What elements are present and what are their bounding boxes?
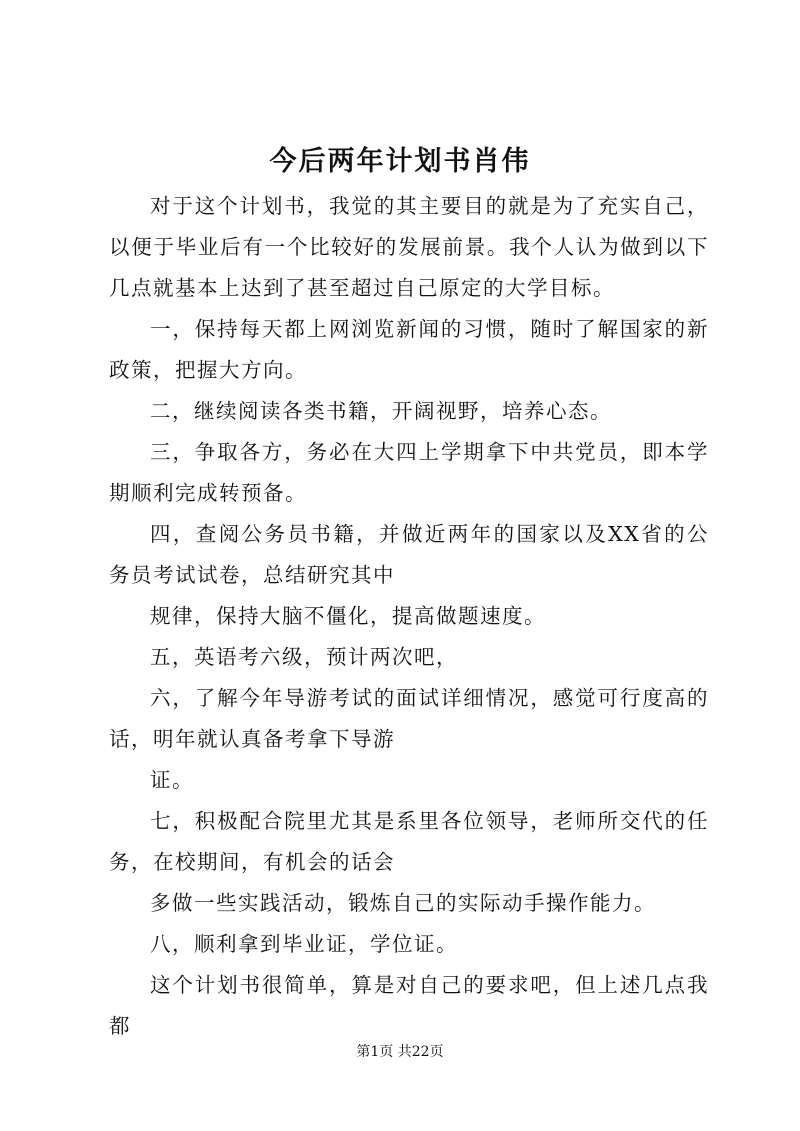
document-body: [109, 186, 709, 1047]
paragraph-item-1: 一，保持每天都上网浏览新闻的习惯，随时了解国家的新政策，把握大方向。: [109, 317, 709, 382]
paragraph-item-5: 五，英语考六级，预计两次吧，: [150, 645, 458, 669]
paragraph-item-7-continued: 多做一些实践活动，锻炼自己的实际动手操作能力。: [150, 891, 656, 915]
paragraph-conclusion: 这个计划书很简单，算是对自己的要求吧，但上述几点我都: [109, 973, 709, 1038]
page-number-footer: 第1页 共22页: [356, 1044, 444, 1060]
paragraph-item-4: 四，查阅公务员书籍，并做近两年的国家以及XX省的公务员考试试卷，总结研究其中: [109, 522, 709, 587]
paragraph-item-6: 六，了解今年导游考试的面试详细情况，感觉可行度高的话，明年就认真备考拿下导游: [109, 686, 709, 751]
paragraph-intro: 对于这个计划书，我觉的其主要目的就是为了充实自己，以便于毕业后有一个比较好的发展前景。我个人认为做到以下几点就基本上达到了甚至超过自己原定的大学目标。: [109, 194, 709, 300]
document-title: 今后两年计划书肖伟: [269, 146, 531, 177]
paragraph-item-3: 三，争取各方，务必在大四上学期拿下中共党员，即本学期顺利完成转预备。: [109, 440, 709, 505]
paragraph-item-6-continued: 证。: [150, 768, 194, 792]
paragraph-item-7: 七，积极配合院里尤其是系里各位领导，老师所交代的任务，在校期间，有机会的话会: [109, 809, 709, 874]
paragraph-item-8: 八，顺利拿到毕业证，学位证。: [150, 932, 458, 956]
paragraph-item-2: 二，继续阅读各类书籍，开阔视野，培养心态。: [150, 399, 612, 423]
paragraph-item-4-continued: 规律，保持大脑不僵化，提高做题速度。: [150, 604, 546, 628]
